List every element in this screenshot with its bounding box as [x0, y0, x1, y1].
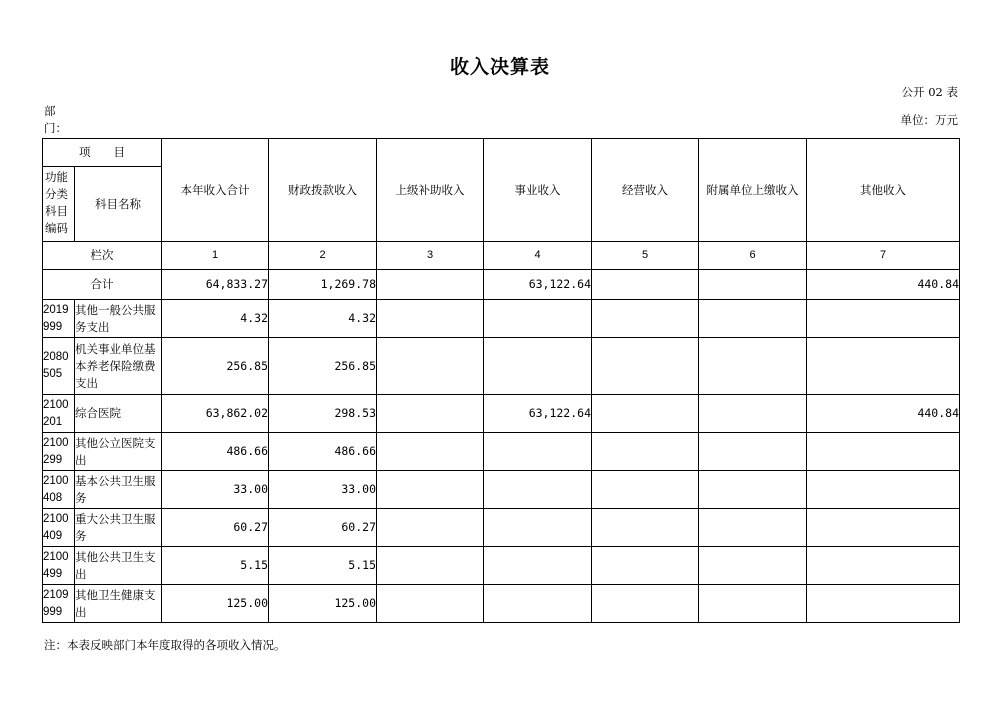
name-column-header: 科目名称 [75, 167, 162, 242]
subject-code: 2019999 [43, 300, 75, 338]
total-row [43, 270, 960, 300]
subject-name: 其他卫生健康支出 [75, 585, 162, 623]
cell-value: 125.00 [162, 585, 269, 623]
subject-name: 其他一般公共服务支出 [75, 300, 162, 338]
cell-value [807, 300, 960, 338]
cell-value: 486.66 [162, 433, 269, 471]
column-number: 7 [807, 242, 960, 270]
cell-value [699, 433, 807, 471]
total-value [699, 270, 807, 300]
column-number-row [43, 242, 960, 270]
cell-value [484, 433, 592, 471]
page-title: 收入决算表 [449, 56, 550, 78]
table-row [43, 300, 960, 338]
cell-value [807, 585, 960, 623]
cell-value [592, 433, 699, 471]
table-row [43, 471, 960, 509]
total-value: 1,269.78 [269, 270, 377, 300]
cell-value [377, 509, 484, 547]
cell-value: 33.00 [269, 471, 377, 509]
cell-value [699, 338, 807, 395]
cell-value [377, 547, 484, 585]
total-value: 64,833.27 [162, 270, 269, 300]
item-header: 项 目 [43, 139, 162, 167]
subject-name: 基本公共卫生服务 [75, 471, 162, 509]
cell-value [484, 338, 592, 395]
subject-code: 2109999 [43, 585, 75, 623]
column-header: 上级补助收入 [377, 139, 484, 242]
cell-value [592, 547, 699, 585]
cell-value: 298.53 [269, 395, 377, 433]
cell-value [484, 471, 592, 509]
cell-value [699, 547, 807, 585]
subject-code: 2080505 [43, 338, 75, 395]
subject-name: 机关事业单位基本养老保险缴费支出 [75, 338, 162, 395]
cell-value [377, 338, 484, 395]
table-row [43, 509, 960, 547]
cell-value: 63,862.02 [162, 395, 269, 433]
total-value: 63,122.64 [484, 270, 592, 300]
cell-value: 5.15 [162, 547, 269, 585]
column-number: 5 [592, 242, 699, 270]
footnote: 注：本表反映部门本年度取得的各项收入情况。 [44, 638, 286, 652]
cell-value [807, 547, 960, 585]
cell-value [377, 300, 484, 338]
cell-value [377, 395, 484, 433]
cell-value: 60.27 [269, 509, 377, 547]
unit-label: 单位：万元 [900, 113, 958, 127]
column-header: 附属单位上缴收入 [699, 139, 807, 242]
cell-value: 60.27 [162, 509, 269, 547]
cell-value [807, 338, 960, 395]
cell-value: 125.00 [269, 585, 377, 623]
cell-value: 256.85 [162, 338, 269, 395]
cell-value [592, 300, 699, 338]
column-header: 事业收入 [484, 139, 592, 242]
column-number: 6 [699, 242, 807, 270]
total-value [377, 270, 484, 300]
column-header: 财政拨款收入 [269, 139, 377, 242]
table-row [43, 395, 960, 433]
department-label: 部门： [44, 104, 67, 135]
cell-value: 33.00 [162, 471, 269, 509]
total-value [592, 270, 699, 300]
cell-value [484, 300, 592, 338]
cell-value [807, 509, 960, 547]
cell-value [807, 433, 960, 471]
cell-value [699, 585, 807, 623]
column-header: 经营收入 [592, 139, 699, 242]
cell-value [699, 471, 807, 509]
table-row [43, 547, 960, 585]
cell-value [592, 395, 699, 433]
column-number: 3 [377, 242, 484, 270]
subject-code: 2100409 [43, 509, 75, 547]
cell-value [592, 338, 699, 395]
column-header: 本年收入合计 [162, 139, 269, 242]
cell-value: 256.85 [269, 338, 377, 395]
document-number: 公开 02 表 [901, 85, 958, 99]
cell-value [377, 471, 484, 509]
cell-value [592, 585, 699, 623]
cell-value: 5.15 [269, 547, 377, 585]
cell-value [699, 509, 807, 547]
cell-value [592, 509, 699, 547]
subject-code: 2100299 [43, 433, 75, 471]
subject-code: 2100499 [43, 547, 75, 585]
cell-value [699, 300, 807, 338]
table-row [43, 338, 960, 395]
table-row [43, 585, 960, 623]
subject-name: 综合医院 [75, 395, 162, 433]
cell-value: 440.84 [807, 395, 960, 433]
cell-value [484, 585, 592, 623]
cell-value [699, 395, 807, 433]
row-index-label: 栏次 [43, 242, 162, 270]
income-table [42, 138, 960, 623]
cell-value: 4.32 [269, 300, 377, 338]
cell-value [484, 547, 592, 585]
column-number: 1 [162, 242, 269, 270]
total-label: 合计 [43, 270, 162, 300]
column-number: 4 [484, 242, 592, 270]
subject-code: 2100408 [43, 471, 75, 509]
subject-name: 重大公共卫生服务 [75, 509, 162, 547]
subject-name: 其他公立医院支出 [75, 433, 162, 471]
subject-code: 2100201 [43, 395, 75, 433]
code-column-header: 功能分类科目编码 [43, 167, 75, 242]
cell-value: 486.66 [269, 433, 377, 471]
cell-value [484, 509, 592, 547]
total-value: 440.84 [807, 270, 960, 300]
column-number: 2 [269, 242, 377, 270]
subject-name: 其他公共卫生支出 [75, 547, 162, 585]
cell-value: 4.32 [162, 300, 269, 338]
cell-value: 63,122.64 [484, 395, 592, 433]
cell-value [377, 585, 484, 623]
table-row [43, 433, 960, 471]
cell-value [807, 471, 960, 509]
cell-value [592, 471, 699, 509]
cell-value [377, 433, 484, 471]
column-header: 其他收入 [807, 139, 960, 242]
